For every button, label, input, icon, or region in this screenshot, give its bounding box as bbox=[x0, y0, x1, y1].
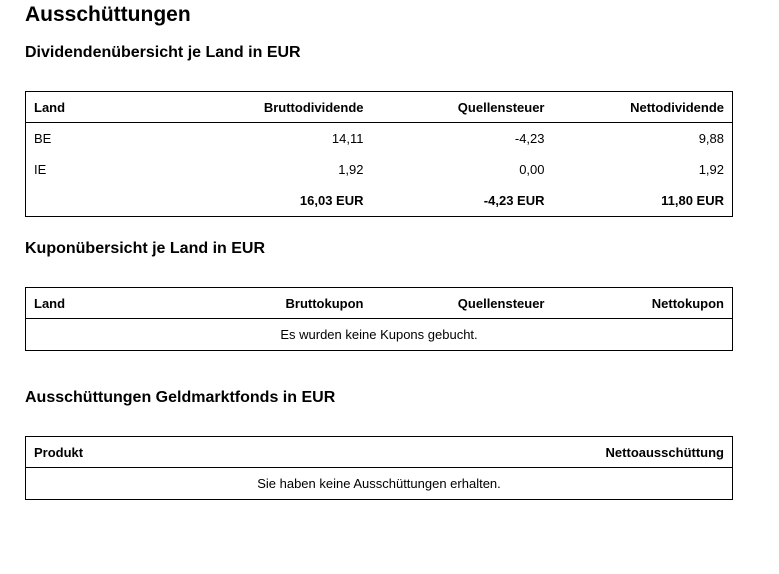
column-header-bruttodividende: Bruttodividende bbox=[186, 92, 372, 123]
column-header-nettodividende: Nettodividende bbox=[553, 92, 733, 123]
total-nettodividende: 11,80 EUR bbox=[661, 193, 724, 208]
dividends-table bbox=[25, 91, 733, 217]
cell-quellensteuer: -4,23 bbox=[514, 131, 545, 146]
total-bruttodividende: 16,03 EUR bbox=[299, 193, 364, 208]
total-label-cell bbox=[26, 185, 186, 217]
column-header-bruttokupon: Bruttokupon bbox=[186, 288, 372, 319]
table-header-row bbox=[26, 92, 733, 123]
column-header-land: Land bbox=[26, 92, 186, 123]
coupons-section-title: Kuponübersicht je Land in EUR bbox=[25, 240, 266, 257]
money-market-section-title: Ausschüttungen Geldmarktfonds in EUR bbox=[25, 389, 336, 406]
cell-quellensteuer: 0,00 bbox=[519, 162, 545, 177]
page-title: Ausschüttungen bbox=[25, 3, 191, 26]
empty-message: Sie haben keine Ausschüttungen erhalten. bbox=[257, 476, 501, 491]
cell-nettodividende: 9,88 bbox=[698, 131, 724, 146]
column-header-nettoausschuettung: Nettoausschüttung bbox=[379, 437, 733, 468]
column-header-quellensteuer: Quellensteuer bbox=[372, 92, 553, 123]
column-header-quellensteuer: Quellensteuer bbox=[372, 288, 553, 319]
table-row bbox=[26, 123, 733, 155]
column-header-nettokupon: Nettokupon bbox=[553, 288, 733, 319]
cell-bruttodividende: 14,11 bbox=[331, 131, 364, 146]
total-quellensteuer: -4,23 EUR bbox=[483, 193, 545, 208]
cell-land: BE bbox=[34, 131, 52, 146]
cell-bruttodividende: 1,92 bbox=[338, 162, 364, 177]
coupons-table bbox=[25, 287, 733, 351]
cell-nettodividende: 1,92 bbox=[698, 162, 724, 177]
column-header-land: Land bbox=[26, 288, 186, 319]
column-header-produkt: Produkt bbox=[26, 437, 379, 468]
table-header-row bbox=[26, 437, 733, 468]
cell-land: IE bbox=[34, 162, 47, 177]
table-row bbox=[26, 154, 733, 185]
total-row bbox=[26, 185, 733, 217]
table-header-row bbox=[26, 288, 733, 319]
empty-row bbox=[26, 468, 733, 500]
dividends-section-title: Dividendenübersicht je Land in EUR bbox=[25, 44, 301, 61]
empty-row bbox=[26, 319, 733, 351]
money-market-table bbox=[25, 436, 733, 500]
empty-message: Es wurden keine Kupons gebucht. bbox=[280, 327, 478, 342]
